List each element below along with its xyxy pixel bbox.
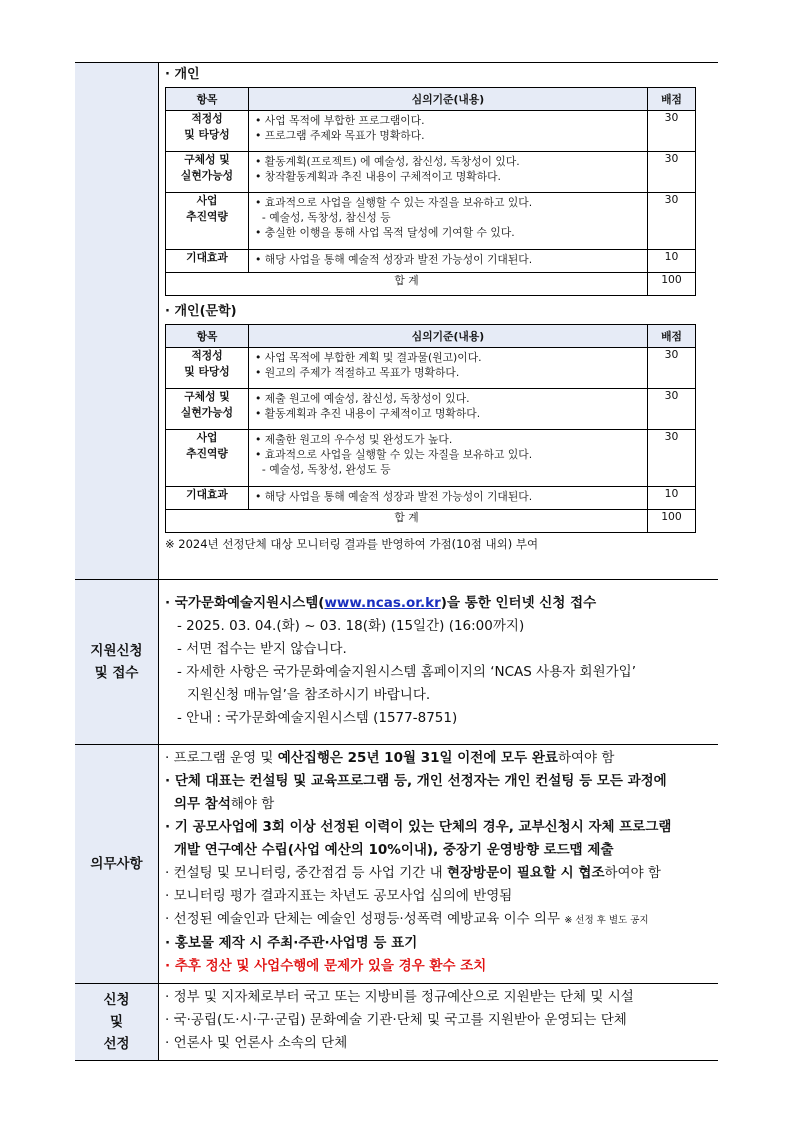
duty-line-3b: 개발 연구예산 수립(사업 예산의 10%이내), 중장기 운영방향 로드맵 제출	[174, 842, 614, 858]
total-score: 100	[648, 510, 696, 533]
criteria-score: 30	[648, 389, 696, 430]
criteria-row	[166, 348, 696, 389]
individual-criteria-table	[165, 87, 696, 296]
col-header-criteria: 심의기준(내용)	[249, 88, 648, 111]
restrict-label: 신청 및 선정	[75, 984, 159, 1061]
criteria-label-cell	[75, 63, 159, 580]
apply-label: 지원신청 및 접수	[75, 580, 159, 745]
literature-title: · 개인(문학)	[165, 304, 237, 319]
criteria-desc: • 제출한 원고의 우수성 및 완성도가 높다. • 효과적으로 사업을 실행할 수 있는 자질을 보유하고 있다. - 예술성, 독창성, 완성도 등	[249, 430, 648, 487]
criteria-item: 사업 추진역량	[166, 430, 249, 487]
duty-line-2: · 단체 대표는 컨설팅 및 교육프로그램 등, 개인 선정자는 개인 컨설팅 등 모든 과정에	[165, 773, 667, 789]
criteria-desc: • 활동계획(프로젝트) 에 예술성, 참신성, 독창성이 있다. • 창작활동계획과 추진 내용이 구체적이고 명확하다.	[249, 152, 648, 193]
duty-line-4: · 컨설팅 및 모니터링, 중간점검 등 사업 기간 내 현장방문이 필요할 시 협조하여야 함	[165, 865, 661, 881]
total-score: 100	[648, 273, 696, 296]
total-label: 합 계	[166, 510, 648, 533]
criteria-item: 적정성 및 타당성	[166, 348, 249, 389]
literature-criteria-table	[165, 324, 696, 533]
criteria-item: 적정성 및 타당성	[166, 111, 249, 152]
criteria-item: 구체성 및 실현가능성	[166, 152, 249, 193]
criteria-content	[159, 63, 719, 580]
apply-contact: - 안내 : 국가문화예술지원시스템 (1577-8751)	[177, 710, 458, 726]
criteria-score: 30	[648, 111, 696, 152]
duty-line-8: · 추후 정산 및 사업수행에 문제가 있을 경우 환수 조치	[165, 958, 487, 974]
col-header-criteria: 심의기준(내용)	[249, 325, 648, 348]
criteria-score: 30	[648, 348, 696, 389]
criteria-item: 기대효과	[166, 487, 249, 510]
restrict-line-1: · 정부 및 지자체로부터 국고 또는 지방비를 정규예산으로 지원받는 단체 및 시설	[165, 989, 634, 1005]
duty-line-6: · 선정된 예술인과 단체는 예술인 성평등·성폭력 예방교육 이수 의무 ※ 선정 후 별도 공지	[165, 911, 649, 927]
criteria-desc: • 제출 원고에 예술성, 참신성, 독창성이 있다. • 활동계획과 추진 내용이 구체적이고 명확하다.	[249, 389, 648, 430]
criteria-row	[166, 389, 696, 430]
col-header-score: 배점	[648, 325, 696, 348]
duty-content	[159, 745, 719, 984]
criteria-score: 30	[648, 193, 696, 250]
apply-line-1: · 국가문화예술지원시스템(www.ncas.or.kr)을 통한 인터넷 신청 접수	[165, 595, 597, 611]
criteria-desc: • 해당 사업을 통해 예술적 성장과 발전 가능성이 기대된다.	[249, 250, 648, 273]
bonus-note: ※ 2024년 선정단체 대상 모니터링 결과를 반영하여 가점(10점 내외) 부여	[165, 537, 539, 551]
apply-content	[159, 580, 719, 745]
criteria-desc: • 사업 목적에 부합한 프로그램이다. • 프로그램 주제와 목표가 명확하다.	[249, 111, 648, 152]
total-label: 합 계	[166, 273, 648, 296]
criteria-score: 10	[648, 487, 696, 510]
criteria-score: 30	[648, 430, 696, 487]
total-row	[166, 273, 696, 296]
apply-line-3: - 서면 접수는 받지 않습니다.	[177, 641, 347, 657]
col-header-score: 배점	[648, 88, 696, 111]
duty-line-2b: 의무 참석해야 함	[174, 796, 275, 812]
apply-line-4: - 자세한 사항은 국가문화예술지원시스템 홈페이지의 ‘NCAS 사용자 회원가입’	[177, 664, 637, 680]
criteria-score: 30	[648, 152, 696, 193]
duty-label: 의무사항	[75, 745, 159, 984]
restrict-content	[159, 984, 719, 1061]
restrict-line-3: · 언론사 및 언론사 소속의 단체	[165, 1035, 348, 1051]
criteria-row	[166, 152, 696, 193]
criteria-desc: • 해당 사업을 통해 예술적 성장과 발전 가능성이 기대된다.	[249, 487, 648, 510]
duty-line-5: · 모니터링 평가 결과지표는 차년도 공모사업 심의에 반영됨	[165, 888, 513, 904]
apply-line-5: 지원신청 매뉴얼’을 참조하시기 바랍니다.	[187, 687, 431, 703]
ncas-link[interactable]: www.ncas.or.kr	[324, 595, 441, 611]
criteria-item: 사업 추진역량	[166, 193, 249, 250]
restrict-line-2: · 국·공립(도·시·구·군립) 문화예술 기관·단체 및 국고를 지원받아 운영되는 단체	[165, 1012, 627, 1028]
criteria-row	[166, 193, 696, 250]
criteria-row	[166, 111, 696, 152]
apply-period: - 2025. 03. 04.(화) ~ 03. 18(화) (15일간) (16:00까지)	[177, 618, 525, 634]
criteria-desc: • 사업 목적에 부합한 계획 및 결과물(원고)이다. • 원고의 주제가 적절하고 목표가 명확하다.	[249, 348, 648, 389]
criteria-score: 10	[648, 250, 696, 273]
col-header-item: 항목	[166, 325, 249, 348]
duty-line-1: · 프로그램 운영 및 예산집행은 25년 10월 31일 이전에 모두 완료하여야 함	[165, 750, 615, 766]
criteria-row	[166, 487, 696, 510]
criteria-item: 구체성 및 실현가능성	[166, 389, 249, 430]
outline-table	[75, 62, 718, 1061]
criteria-desc: • 효과적으로 사업을 실행할 수 있는 자질을 보유하고 있다. - 예술성, 독창성, 참신성 등 • 충실한 이행을 통해 사업 목적 달성에 기여할 수 있다.	[249, 193, 648, 250]
criteria-row	[166, 250, 696, 273]
criteria-row	[166, 430, 696, 487]
criteria-item: 기대효과	[166, 250, 249, 273]
duty-line-3: · 기 공모사업에 3회 이상 선정된 이력이 있는 단체의 경우, 교부신청시 자체 프로그램	[165, 819, 672, 835]
individual-title: · 개인	[165, 67, 200, 82]
col-header-item: 항목	[166, 88, 249, 111]
total-row	[166, 510, 696, 533]
duty-line-7: · 홍보물 제작 시 주최·주관·사업명 등 표기	[165, 935, 418, 951]
